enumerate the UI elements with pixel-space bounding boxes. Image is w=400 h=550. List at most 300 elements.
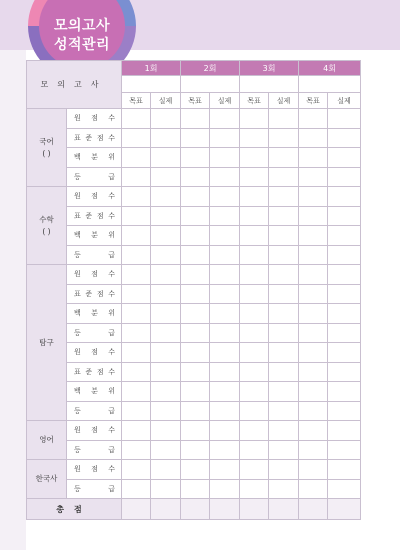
total-row: [27, 499, 361, 520]
round-blank-cell[interactable]: [240, 76, 299, 93]
subject-note: ( ): [42, 148, 51, 158]
target-input-cell[interactable]: [122, 343, 151, 363]
actual-input-cell[interactable]: [269, 148, 299, 168]
actual-input-cell[interactable]: [328, 148, 361, 168]
metric-label: [67, 386, 121, 396]
subject-note: ( ): [42, 226, 51, 236]
metric-cell: [67, 304, 122, 324]
metric-cell: [67, 479, 122, 499]
target-input-cell[interactable]: [181, 206, 210, 226]
metric-cell: [67, 362, 122, 382]
metric-cell: [67, 167, 122, 187]
table-row: [27, 128, 361, 148]
table-row: [27, 401, 361, 421]
actual-input-cell[interactable]: [328, 382, 361, 402]
total-input-cell[interactable]: [210, 499, 240, 520]
metric-char: 점: [96, 211, 104, 220]
target-input-cell[interactable]: [240, 304, 269, 324]
round-header-3: 3회: [240, 61, 299, 76]
total-input-cell[interactable]: [269, 499, 299, 520]
target-input-cell[interactable]: [240, 226, 269, 246]
total-input-cell[interactable]: [151, 499, 181, 520]
actual-input-cell[interactable]: [151, 323, 181, 343]
target-input-cell[interactable]: [299, 265, 328, 285]
target-input-cell[interactable]: [181, 460, 210, 480]
actual-input-cell[interactable]: [210, 284, 240, 304]
table-row: [27, 148, 361, 168]
actual-input-cell[interactable]: [151, 128, 181, 148]
metric-label: [67, 250, 121, 260]
actual-input-cell[interactable]: [151, 187, 181, 207]
total-input-cell[interactable]: [181, 499, 210, 520]
round-blank-cell[interactable]: [299, 76, 361, 93]
actual-input-cell[interactable]: [151, 109, 181, 129]
metric-char: 수: [108, 133, 115, 142]
target-input-cell[interactable]: [240, 421, 269, 441]
target-input-cell[interactable]: [122, 148, 151, 168]
actual-input-cell[interactable]: [151, 284, 181, 304]
actual-input-cell[interactable]: [210, 323, 240, 343]
target-input-cell[interactable]: [299, 460, 328, 480]
metric-char: 위: [108, 231, 116, 240]
target-input-cell[interactable]: [240, 148, 269, 168]
actual-header: 실제: [328, 93, 361, 109]
target-input-cell[interactable]: [299, 323, 328, 343]
actual-input-cell[interactable]: [328, 479, 361, 499]
metric-char: 급: [108, 406, 116, 415]
metric-label: [67, 367, 121, 377]
total-input-cell[interactable]: [240, 499, 269, 520]
metric-char: 급: [108, 172, 116, 181]
table-row: [27, 206, 361, 226]
target-input-cell[interactable]: [122, 479, 151, 499]
metric-label: [67, 133, 121, 143]
actual-input-cell[interactable]: [328, 421, 361, 441]
metric-char: 수: [108, 465, 116, 474]
target-input-cell[interactable]: [181, 148, 210, 168]
target-input-cell[interactable]: [181, 479, 210, 499]
target-input-cell[interactable]: [299, 187, 328, 207]
target-input-cell[interactable]: [181, 401, 210, 421]
target-input-cell[interactable]: [240, 206, 269, 226]
metric-cell: [67, 245, 122, 265]
actual-input-cell[interactable]: [269, 284, 299, 304]
target-input-cell[interactable]: [299, 206, 328, 226]
target-input-cell[interactable]: [240, 284, 269, 304]
metric-cell: [67, 265, 122, 285]
target-input-cell[interactable]: [122, 265, 151, 285]
target-input-cell[interactable]: [181, 245, 210, 265]
target-input-cell[interactable]: [240, 479, 269, 499]
target-input-cell[interactable]: [122, 440, 151, 460]
actual-input-cell[interactable]: [328, 226, 361, 246]
actual-input-cell[interactable]: [151, 245, 181, 265]
metric-cell: [67, 440, 122, 460]
target-input-cell[interactable]: [181, 226, 210, 246]
actual-input-cell[interactable]: [328, 128, 361, 148]
table-row: [27, 421, 361, 441]
metric-char: 원: [74, 465, 81, 474]
actual-input-cell[interactable]: [269, 323, 299, 343]
table-row: [27, 440, 361, 460]
table-row: [27, 460, 361, 480]
metric-char: 급: [108, 328, 116, 337]
subject-name: 수학: [39, 214, 54, 224]
actual-input-cell[interactable]: [210, 421, 240, 441]
metric-char: 원: [74, 426, 81, 435]
target-input-cell[interactable]: [122, 128, 151, 148]
actual-header: 실제: [210, 93, 240, 109]
target-input-cell[interactable]: [181, 265, 210, 285]
actual-input-cell[interactable]: [151, 460, 181, 480]
actual-input-cell[interactable]: [328, 304, 361, 324]
metric-char: 점: [96, 367, 104, 376]
metric-char: 점: [91, 426, 98, 435]
target-input-cell[interactable]: [299, 167, 328, 187]
subject-name: 한국사: [35, 474, 58, 483]
metric-char: 등: [74, 328, 81, 337]
actual-input-cell[interactable]: [210, 167, 240, 187]
actual-input-cell[interactable]: [269, 128, 299, 148]
target-input-cell[interactable]: [181, 421, 210, 441]
actual-input-cell[interactable]: [210, 109, 240, 129]
metric-label: [67, 230, 121, 240]
metric-label: [67, 152, 121, 162]
target-input-cell[interactable]: [299, 245, 328, 265]
actual-input-cell[interactable]: [269, 206, 299, 226]
target-input-cell[interactable]: [122, 109, 151, 129]
actual-input-cell[interactable]: [269, 401, 299, 421]
metric-char: 표: [74, 211, 81, 220]
metric-cell: [67, 187, 122, 207]
target-input-cell[interactable]: [240, 109, 269, 129]
metric-cell: [67, 206, 122, 226]
metric-label: [67, 191, 121, 201]
table-row: [27, 362, 361, 382]
target-input-cell[interactable]: [240, 187, 269, 207]
actual-input-cell[interactable]: [269, 245, 299, 265]
subject-cell: [27, 187, 67, 265]
target-input-cell[interactable]: [122, 187, 151, 207]
total-input-cell[interactable]: [122, 499, 151, 520]
target-input-cell[interactable]: [299, 479, 328, 499]
score-table-body: [27, 61, 361, 520]
round-header-2: 2회: [181, 61, 240, 76]
metric-char: 표: [74, 289, 81, 298]
metric-char: 분: [91, 153, 98, 162]
actual-input-cell[interactable]: [328, 362, 361, 382]
metric-label: [67, 484, 121, 494]
metric-char: 급: [108, 484, 116, 493]
round-blank-cell[interactable]: [181, 76, 240, 93]
metric-char: 점: [91, 270, 98, 279]
metric-label: [67, 425, 121, 435]
actual-input-cell[interactable]: [151, 167, 181, 187]
metric-label: [67, 406, 121, 416]
metric-label: [67, 347, 121, 357]
actual-input-cell[interactable]: [210, 187, 240, 207]
target-input-cell[interactable]: [181, 304, 210, 324]
target-input-cell[interactable]: [299, 284, 328, 304]
target-input-cell[interactable]: [240, 362, 269, 382]
actual-input-cell[interactable]: [269, 304, 299, 324]
target-input-cell[interactable]: [299, 362, 328, 382]
metric-label: [67, 172, 121, 182]
round-header-4: 4회: [299, 61, 361, 76]
actual-input-cell[interactable]: [151, 226, 181, 246]
table-row: [27, 245, 361, 265]
actual-input-cell[interactable]: [151, 401, 181, 421]
target-input-cell[interactable]: [240, 401, 269, 421]
subject-cell: [27, 460, 67, 499]
metric-cell: [67, 128, 122, 148]
target-input-cell[interactable]: [240, 128, 269, 148]
subject-name: 영어: [39, 435, 54, 444]
actual-input-cell[interactable]: [269, 226, 299, 246]
table-row: [27, 109, 361, 129]
actual-input-cell[interactable]: [210, 479, 240, 499]
actual-input-cell[interactable]: [328, 343, 361, 363]
target-input-cell[interactable]: [122, 460, 151, 480]
target-input-cell[interactable]: [240, 343, 269, 363]
actual-input-cell[interactable]: [269, 167, 299, 187]
metric-label: [67, 269, 121, 279]
target-input-cell[interactable]: [181, 382, 210, 402]
target-input-cell[interactable]: [299, 226, 328, 246]
subject-cell: [27, 109, 67, 187]
actual-input-cell[interactable]: [151, 206, 181, 226]
metric-char: 등: [74, 484, 81, 493]
subject-cell: [27, 265, 67, 421]
metric-char: 위: [108, 309, 116, 318]
target-header: 목표: [122, 93, 151, 109]
actual-input-cell[interactable]: [328, 167, 361, 187]
table-row: [27, 167, 361, 187]
title-line-1: 모의고사: [53, 18, 111, 34]
target-input-cell[interactable]: [299, 440, 328, 460]
metric-char: 점: [91, 348, 98, 357]
target-input-cell[interactable]: [299, 401, 328, 421]
metric-char: 원: [74, 114, 81, 123]
target-input-cell[interactable]: [240, 460, 269, 480]
target-input-cell[interactable]: [122, 421, 151, 441]
target-input-cell[interactable]: [299, 148, 328, 168]
actual-input-cell[interactable]: [269, 382, 299, 402]
header-row-rounds: [27, 61, 361, 76]
table-row: [27, 284, 361, 304]
actual-input-cell[interactable]: [269, 479, 299, 499]
target-input-cell[interactable]: [122, 245, 151, 265]
target-header: 목표: [240, 93, 269, 109]
actual-input-cell[interactable]: [328, 245, 361, 265]
target-input-cell[interactable]: [240, 245, 269, 265]
score-table: [26, 60, 361, 520]
metric-char: 수: [108, 426, 116, 435]
total-label: 총점: [27, 499, 122, 520]
total-input-cell[interactable]: [299, 499, 328, 520]
actual-input-cell[interactable]: [328, 206, 361, 226]
target-input-cell[interactable]: [181, 323, 210, 343]
target-input-cell[interactable]: [181, 362, 210, 382]
round-blank-cell[interactable]: [122, 76, 181, 93]
actual-input-cell[interactable]: [151, 304, 181, 324]
metric-char: 급: [108, 445, 116, 454]
table-row: [27, 343, 361, 363]
actual-input-cell[interactable]: [151, 382, 181, 402]
target-input-cell[interactable]: [181, 128, 210, 148]
actual-input-cell[interactable]: [328, 187, 361, 207]
target-input-cell[interactable]: [181, 167, 210, 187]
target-input-cell[interactable]: [181, 109, 210, 129]
target-input-cell[interactable]: [240, 382, 269, 402]
target-input-cell[interactable]: [299, 304, 328, 324]
target-input-cell[interactable]: [240, 323, 269, 343]
actual-input-cell[interactable]: [151, 362, 181, 382]
metric-char: 등: [74, 172, 81, 181]
metric-label: [67, 289, 121, 299]
actual-input-cell[interactable]: [151, 343, 181, 363]
left-rail: [0, 50, 26, 550]
actual-input-cell[interactable]: [210, 304, 240, 324]
target-input-cell[interactable]: [122, 304, 151, 324]
actual-input-cell[interactable]: [269, 440, 299, 460]
actual-input-cell[interactable]: [328, 460, 361, 480]
target-input-cell[interactable]: [122, 206, 151, 226]
actual-input-cell[interactable]: [269, 362, 299, 382]
actual-input-cell[interactable]: [210, 343, 240, 363]
metric-char: 원: [74, 348, 81, 357]
metric-char: 준: [85, 289, 93, 298]
target-input-cell[interactable]: [122, 362, 151, 382]
actual-input-cell[interactable]: [210, 148, 240, 168]
actual-input-cell[interactable]: [210, 245, 240, 265]
actual-input-cell[interactable]: [269, 187, 299, 207]
metric-cell: [67, 343, 122, 363]
metric-char: 수: [108, 114, 116, 123]
actual-input-cell[interactable]: [210, 128, 240, 148]
metric-cell: [67, 421, 122, 441]
actual-input-cell[interactable]: [151, 421, 181, 441]
table-row: [27, 265, 361, 285]
metric-char: 수: [108, 367, 115, 376]
metric-label: [67, 328, 121, 338]
metric-char: 점: [91, 114, 98, 123]
actual-input-cell[interactable]: [269, 460, 299, 480]
target-input-cell[interactable]: [181, 284, 210, 304]
actual-input-cell[interactable]: [269, 343, 299, 363]
actual-input-cell[interactable]: [151, 440, 181, 460]
metric-cell: [67, 323, 122, 343]
metric-char: 수: [108, 211, 115, 220]
target-input-cell[interactable]: [122, 284, 151, 304]
metric-char: 원: [74, 192, 81, 201]
metric-char: 등: [74, 445, 81, 454]
actual-input-cell[interactable]: [210, 440, 240, 460]
actual-input-cell[interactable]: [210, 206, 240, 226]
metric-char: 준: [85, 367, 93, 376]
metric-char: 준: [85, 211, 93, 220]
title-line-2: 성적관리: [53, 37, 111, 53]
target-input-cell[interactable]: [299, 421, 328, 441]
target-input-cell[interactable]: [299, 382, 328, 402]
target-input-cell[interactable]: [240, 167, 269, 187]
actual-input-cell[interactable]: [269, 109, 299, 129]
metric-char: 준: [85, 133, 93, 142]
metric-label: [67, 308, 121, 318]
metric-char: 백: [74, 309, 81, 318]
target-header: 목표: [299, 93, 328, 109]
target-header: 목표: [181, 93, 210, 109]
table-row: [27, 304, 361, 324]
round-header-1: 1회: [122, 61, 181, 76]
metric-char: 위: [108, 387, 116, 396]
target-input-cell[interactable]: [122, 226, 151, 246]
subject-name: 국어: [39, 136, 54, 146]
metric-char: 수: [108, 192, 116, 201]
metric-char: 급: [108, 250, 116, 259]
metric-char: 표: [74, 133, 81, 142]
target-input-cell[interactable]: [240, 440, 269, 460]
metric-char: 백: [74, 153, 81, 162]
actual-input-cell[interactable]: [151, 148, 181, 168]
target-input-cell[interactable]: [181, 440, 210, 460]
actual-input-cell[interactable]: [269, 265, 299, 285]
target-input-cell[interactable]: [122, 323, 151, 343]
target-input-cell[interactable]: [299, 109, 328, 129]
actual-input-cell[interactable]: [151, 265, 181, 285]
actual-input-cell[interactable]: [210, 401, 240, 421]
actual-input-cell[interactable]: [269, 421, 299, 441]
actual-header: 실제: [269, 93, 299, 109]
actual-input-cell[interactable]: [151, 479, 181, 499]
actual-header: 실제: [151, 93, 181, 109]
actual-input-cell[interactable]: [210, 362, 240, 382]
target-input-cell[interactable]: [122, 167, 151, 187]
target-input-cell[interactable]: [299, 128, 328, 148]
actual-input-cell[interactable]: [210, 460, 240, 480]
target-input-cell[interactable]: [122, 401, 151, 421]
metric-char: 분: [91, 309, 98, 318]
target-input-cell[interactable]: [240, 265, 269, 285]
actual-input-cell[interactable]: [210, 226, 240, 246]
target-input-cell[interactable]: [299, 343, 328, 363]
target-input-cell[interactable]: [181, 343, 210, 363]
metric-char: 점: [96, 289, 104, 298]
actual-input-cell[interactable]: [210, 265, 240, 285]
actual-input-cell[interactable]: [328, 401, 361, 421]
metric-label: [67, 211, 121, 221]
actual-input-cell[interactable]: [328, 109, 361, 129]
metric-char: 점: [91, 192, 98, 201]
actual-input-cell[interactable]: [328, 323, 361, 343]
table-row: [27, 226, 361, 246]
actual-input-cell[interactable]: [328, 440, 361, 460]
metric-char: 점: [91, 465, 98, 474]
metric-label: [67, 113, 121, 123]
actual-input-cell[interactable]: [328, 265, 361, 285]
metric-char: 원: [74, 270, 81, 279]
target-input-cell[interactable]: [122, 382, 151, 402]
table-row: [27, 382, 361, 402]
metric-char: 분: [91, 387, 98, 396]
metric-label: [67, 464, 121, 474]
target-input-cell[interactable]: [181, 187, 210, 207]
actual-input-cell[interactable]: [328, 284, 361, 304]
table-row: [27, 323, 361, 343]
metric-char: 수: [108, 348, 116, 357]
total-input-cell[interactable]: [328, 499, 361, 520]
actual-input-cell[interactable]: [210, 382, 240, 402]
